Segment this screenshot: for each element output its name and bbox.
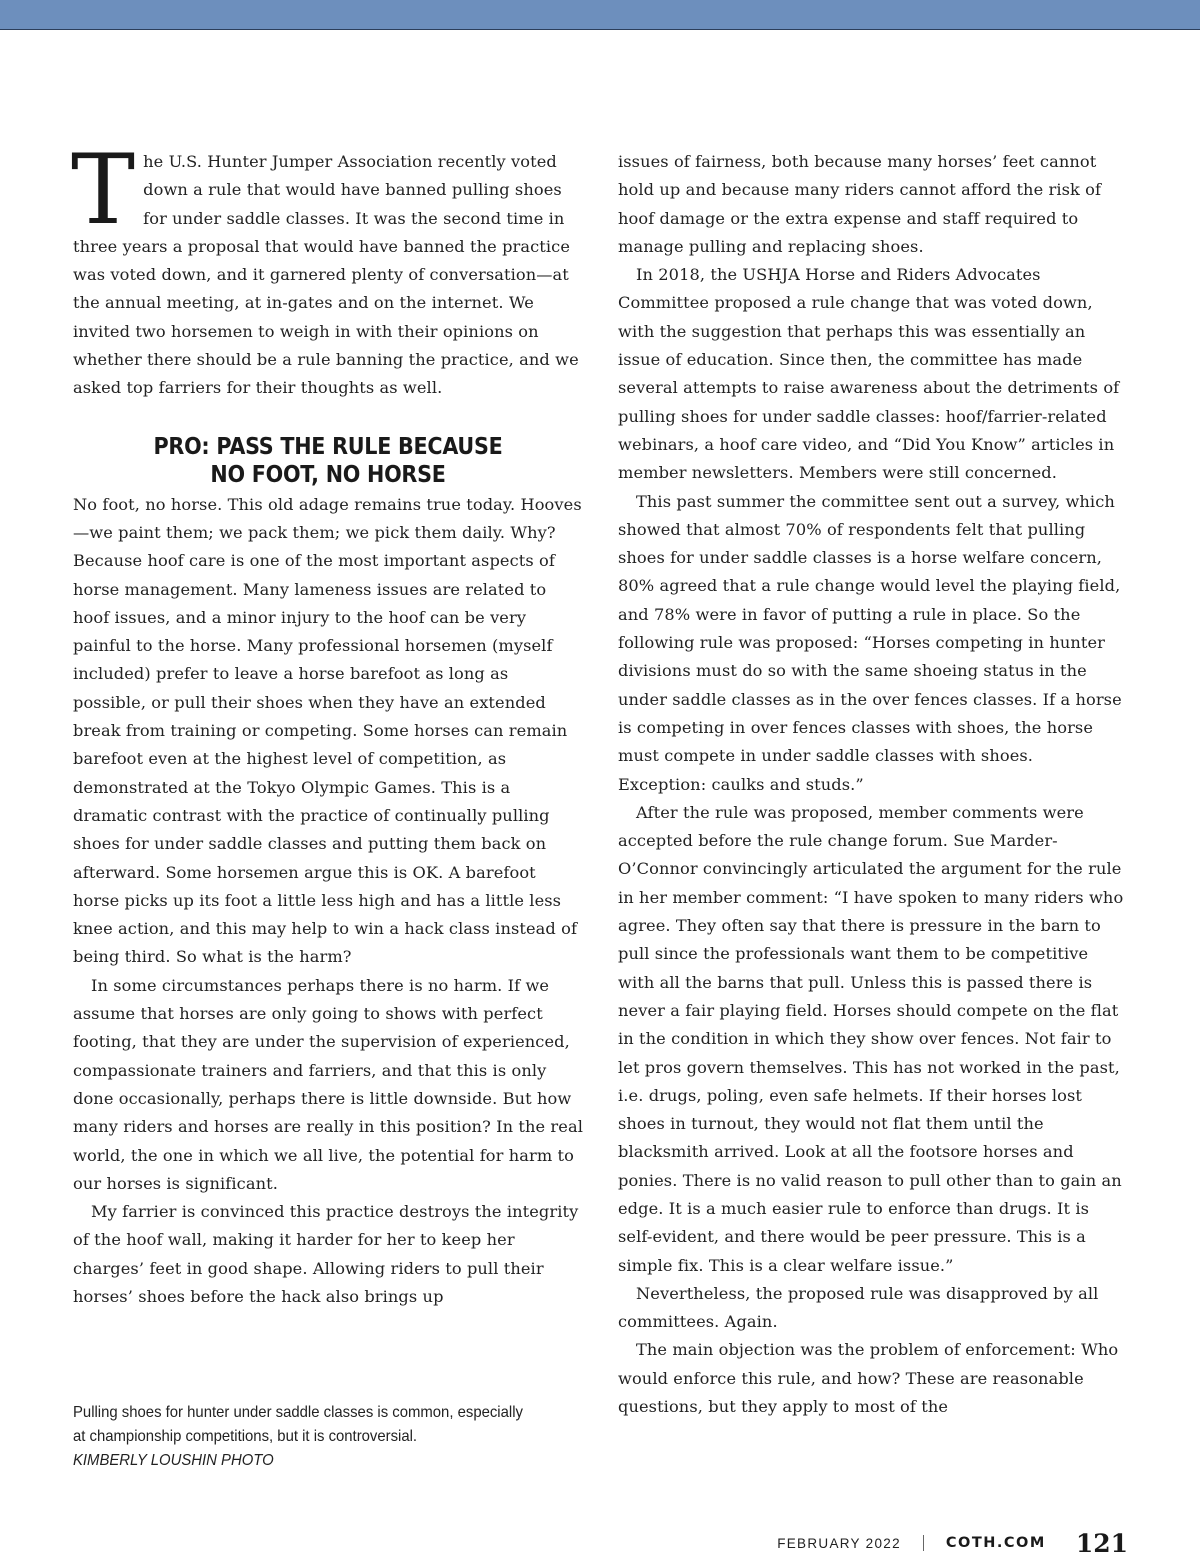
body-paragraph: After the rule was proposed, member comments were accepted before the rule change forum. Sue Marder-O’Connor convincingly articulated the argument for the rule in her member comment: “I have spoken to many riders who agree. They often say that there is pressure in the barn to pull since the professionals want them to be competitive with all the barns that pull. Unless this is passed there is never a fair playing field. Horses should compete on the flat in the condition in which they show over fences. Not fair to let pros govern themselves. This has not worked in the past, i.e. drugs, poling, even safe helmets. If their horses lost shoes in turnout, they would not flat them until the blacksmith arrived. Look at all the footsore horses and ponies. There is no valid reason to pull other than to gain an edge. It is a much easier rule to enforce than drugs. It is self-evident, and there would be peer pressure. This is a simple fix. This is a clear welfare issue.”: [618, 802, 1124, 1275]
body-paragraph: issues of fairness, both because many horses’ feet cannot hold up and because many riders cannot afford the risk of hoof damage or the extra expense and staff required to manage pulling and replacing shoes.: [618, 152, 1102, 256]
site-name: COTH.COM: [945, 1535, 1046, 1551]
photo-caption: [73, 1401, 538, 1473]
page-number: 121: [1075, 1528, 1128, 1558]
body-paragraph: In some circumstances perhaps there is no harm. If we assume that horses are only going to shows with perfect footing, that they are under the supervision of experienced, compassionate trainers and farriers, and that this is only done occasionally, perhaps there is little downside. But how many riders and horses are really in this position? In the real world, the one in which we all live, the potential for harm to our horses is significant.: [73, 975, 583, 1193]
photo-credit: KIMBERLY LOUSHIN PHOTO: [73, 1452, 274, 1469]
top-color-band: [0, 0, 1200, 30]
body-paragraph: No foot, no horse. This old adage remains true today. Hooves—we paint them; we pack them; we pick them daily. Why? Because hoof care is one of the most important aspects of horse management. Many lameness issues are related to hoof issues, and a minor injury to the hoof can be very painful to the horse. Many professional horsemen (myself included) prefer to leave a horse barefoot as long as possible, or pull their shoes when they have an extended break from training or competing. Some horses can remain barefoot even at the highest level of competition, as demonstrated at the Tokyo Olympic Games. This is a dramatic contrast with the practice of continually pulling shoes for under saddle classes and putting them back on afterward. Some horsemen argue this is OK. A barefoot horse picks up its foot a little less high and has a little less knee action, and this may help to win a hack class instead of being third. So what is the harm?: [73, 494, 582, 967]
subhead-line-2: NO FOOT, NO HORSE: [210, 461, 446, 488]
left-column: [71, 134, 583, 1311]
intro-paragraph: [71, 134, 583, 403]
intro-text: he U.S. Hunter Jumper Association recently voted down a rule that would have banned pulling shoes for under saddle classes. It was the second time in three years a proposal that would have banned the practice was voted down, and it garnered plenty of conversation—at the annual meeting, at in-gates and on the internet. We invited two horsemen to weigh in with their opinions on whether there should be a rule banning the practice, and we asked top farriers for their thoughts as well.: [73, 152, 579, 398]
body-paragraph: Nevertheless, the proposed rule was disapproved by all committees. Again.: [618, 1283, 1099, 1332]
body-paragraph: My farrier is convinced this practice destroys the integrity of the hoof wall, making it harder for her to keep her charges’ feet in good shape. Allowing riders to pull their horses’ shoes before the hack also brings up: [73, 1202, 579, 1306]
footer-divider: [923, 1535, 924, 1551]
caption-text: Pulling shoes for hunter under saddle classes is common, especially at championship competitions, but it is controversial.: [73, 1404, 523, 1445]
right-column: [618, 148, 1124, 1421]
issue-date: FEBRUARY 2022: [777, 1535, 901, 1551]
body-paragraph: In 2018, the USHJA Horse and Riders Advocates Committee proposed a rule change that was voted down, with the suggestion that perhaps this was essentially an issue of education. Since then, the committee has made several attempts to raise awareness about the detriments of pulling shoes for under saddle classes: hoof/farrier-related webinars, a hoof care video, and “Did You Know” articles in member newsletters. Members were still concerned.: [618, 265, 1120, 483]
subhead-line-1: PRO: PASS THE RULE BECAUSE: [153, 433, 503, 460]
drop-cap: T: [71, 134, 136, 246]
page-footer: [777, 1528, 1128, 1558]
body-paragraph: This past summer the committee sent out a survey, which showed that almost 70% of respondents felt that pulling shoes for under saddle classes is a horse welfare concern, 80% agreed that a rule change would level the playing field, and 78% were in favor of putting a rule in place. So the following rule was proposed: “Horses competing in hunter divisions must do so with the same shoeing status in the under saddle classes as in the over fences classes. If a horse is competing in over fences classes with shoes, the horse must compete in under saddle classes with shoes. Exception: caulks and studs.”: [618, 491, 1122, 794]
body-paragraph: The main objection was the problem of enforcement: Who would enforce this rule, and how? These are reasonable questions, but they apply to most of the: [618, 1340, 1119, 1417]
section-subhead: [99, 433, 558, 489]
